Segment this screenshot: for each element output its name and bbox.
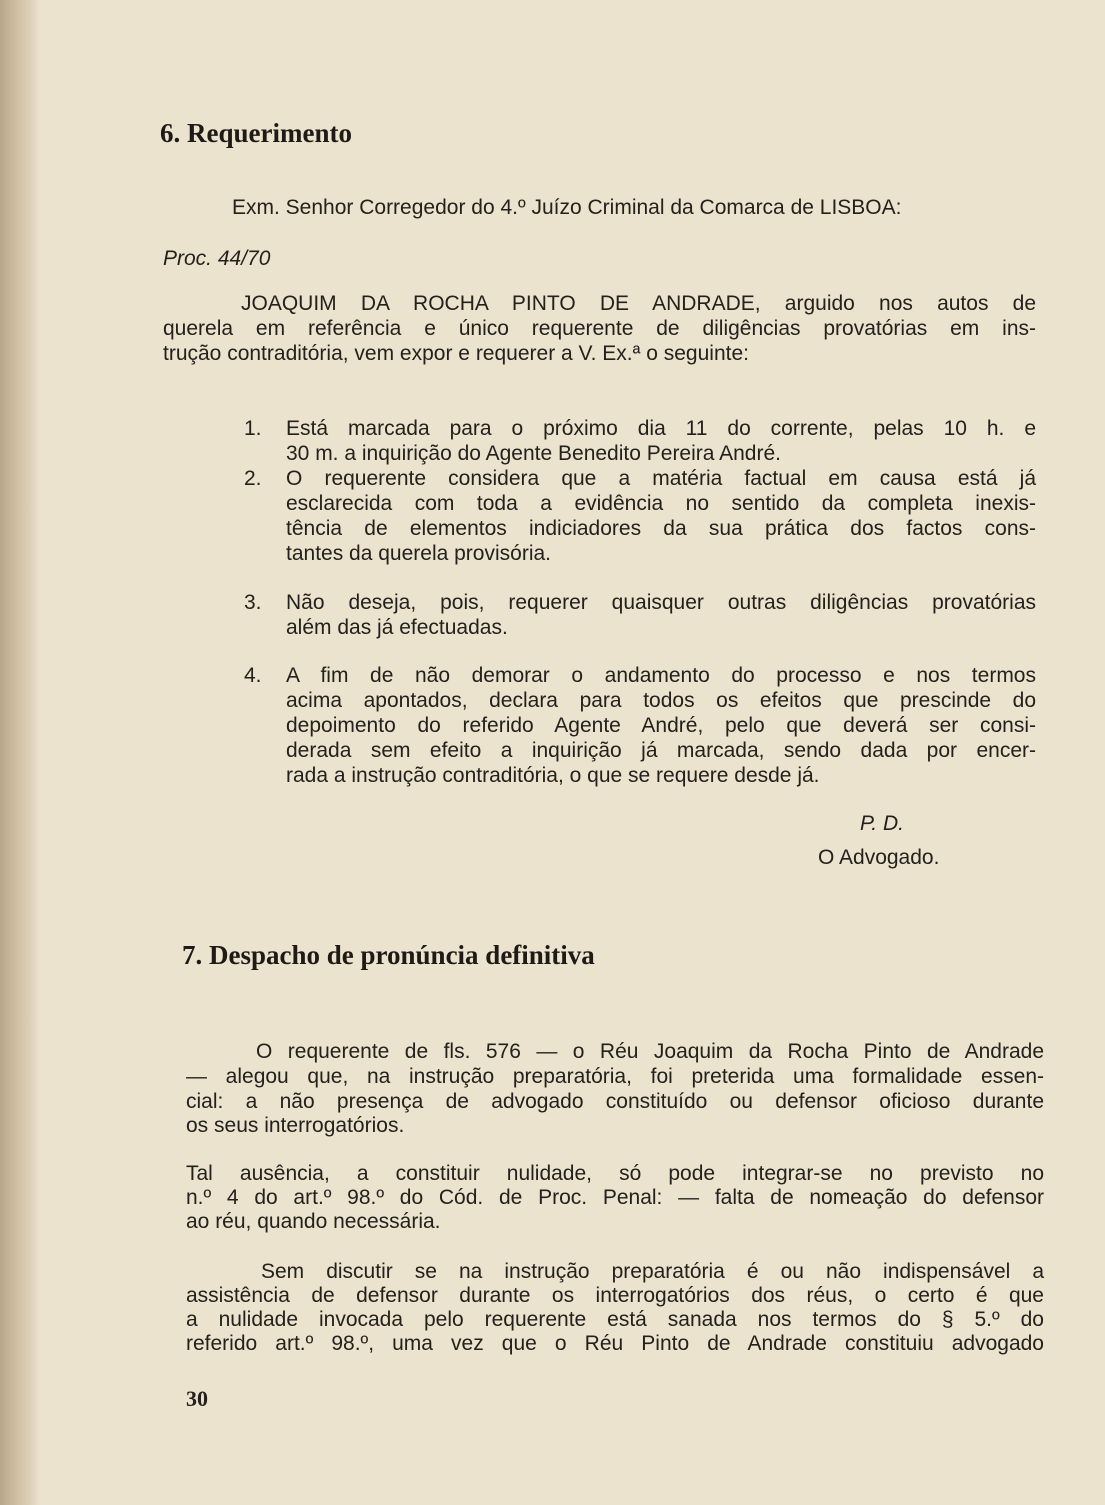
text-line: cial: a não presença de advogado constituído ou defensor oficioso durante: [186, 1090, 1044, 1113]
item-number: 2.: [244, 467, 262, 490]
section-7-heading: 7. Despacho de pronúncia definitiva: [182, 940, 595, 970]
section-6-heading: 6. Requerimento: [160, 118, 352, 148]
text-line: Está marcada para o próximo dia 11 do corrente, pelas 10 h. e: [286, 417, 1036, 440]
text-line: esclarecida com toda a evidência no sentido da completa inexis-: [286, 492, 1036, 515]
text-line: tantes da querela provisória.: [286, 542, 551, 565]
text-line: — alegou que, na instrução preparatória, foi preterida uma formalidade essen-: [186, 1065, 1044, 1088]
text-line: a nulidade invocada pelo requerente está sanada nos termos do § 5.º do: [186, 1308, 1044, 1331]
text-line: derada sem efeito a inquirição já marcada, sendo dada por encer-: [286, 739, 1036, 762]
text-line: O requerente considera que a matéria factual em causa está já: [286, 467, 1036, 490]
text-line: trução contraditória, vem expor e requerer a V. Ex.ª o seguinte:: [163, 342, 749, 365]
text-line: acima apontados, declara para todos os efeitos que prescinde do: [286, 689, 1036, 712]
page-number: 30: [186, 1386, 208, 1411]
text-line: Sem discutir se na instrução preparatória é ou não indispensável a: [261, 1260, 1044, 1283]
text-line: O requerente de fls. 576 — o Réu Joaquim da Rocha Pinto de Andrade: [256, 1040, 1044, 1063]
closing-pd: P. D.: [860, 812, 904, 835]
item-number: 3.: [244, 591, 262, 614]
text-line: os seus interrogatórios.: [186, 1114, 405, 1137]
text-line: Não deseja, pois, requerer quaisquer outras diligências provatórias: [286, 591, 1036, 614]
text-line: A fim de não demorar o andamento do processo e nos termos: [286, 664, 1036, 687]
text-line: n.º 4 do art.º 98.º do Cód. de Proc. Penal: — falta de nomeação do defensor: [186, 1186, 1044, 1209]
text-line: rada a instrução contraditória, o que se requere desde já.: [286, 764, 820, 787]
book-spine-shadow: [0, 0, 40, 1505]
address-line: Exm. Senhor Corregedor do 4.º Juízo Criminal da Comarca de LISBOA:: [232, 196, 902, 219]
text-line: assistência de defensor durante os interrogatórios dos réus, o certo é que: [186, 1284, 1044, 1307]
text-line: depoimento do referido Agente André, pelo que deverá ser consi-: [286, 714, 1036, 737]
text-line: Tal ausência, a constituir nulidade, só pode integrar-se no previsto no: [186, 1162, 1044, 1185]
text-line: ao réu, quando necessária.: [186, 1210, 441, 1233]
text-line: além das já efectuadas.: [286, 616, 508, 639]
text-line: JOAQUIM DA ROCHA PINTO DE ANDRADE, arguido nos autos de: [241, 292, 1036, 315]
item-number: 1.: [244, 417, 262, 440]
text-line: referido art.º 98.º, uma vez que o Réu Pinto de Andrade constituiu advogado: [186, 1332, 1044, 1355]
proc-number: Proc. 44/70: [163, 247, 271, 270]
text-line: tência de elementos indiciadores da sua prática dos factos cons-: [286, 517, 1036, 540]
text-line: querela em referência e único requerente de diligências provatórias em ins-: [163, 317, 1036, 340]
signature: O Advogado.: [818, 846, 940, 869]
text-line: 30 m. a inquirição do Agente Benedito Pereira André.: [286, 442, 781, 465]
item-number: 4.: [244, 664, 262, 687]
